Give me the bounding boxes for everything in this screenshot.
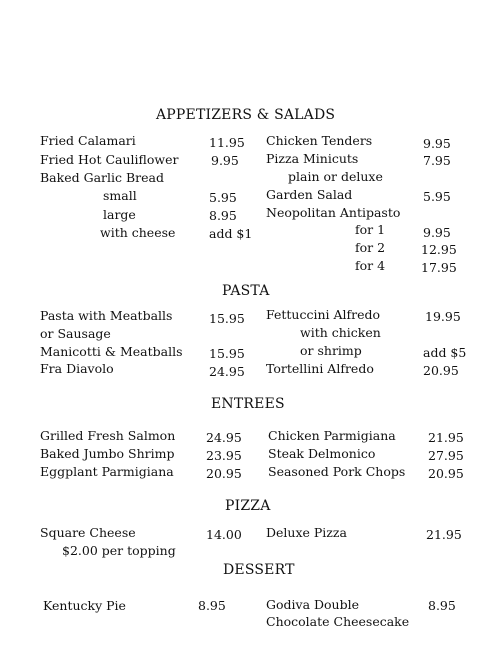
- menu-item-name: Baked Jumbo Shrimp: [40, 446, 175, 461]
- menu-item-variant: with cheese: [100, 225, 176, 240]
- menu-item-name: Steak Delmonico: [268, 446, 376, 461]
- menu-item-variant: or shrimp: [300, 343, 362, 358]
- menu-item-price: add $5: [423, 345, 467, 360]
- menu-item-price: 20.95: [206, 466, 242, 481]
- menu-item-price: 20.95: [423, 363, 459, 378]
- menu-item-price: 9.95: [211, 153, 239, 168]
- menu-item-variant: with chicken: [300, 325, 381, 340]
- menu-item-price: 24.95: [206, 430, 242, 445]
- menu-item-name: Deluxe Pizza: [266, 525, 347, 540]
- menu-item-price: 21.95: [428, 430, 464, 445]
- menu-item-name: Fried Hot Cauliflower: [40, 152, 179, 167]
- menu-item-name: Chicken Tenders: [266, 133, 373, 148]
- menu-item-variant: for 1: [355, 222, 386, 237]
- menu-item-variant: for 2: [355, 240, 386, 255]
- section-heading-pizza: PIZZA: [225, 498, 271, 514]
- menu-item-price: 21.95: [426, 527, 462, 542]
- menu-item-name: or Sausage: [40, 326, 111, 341]
- menu-item-price: 15.95: [209, 311, 245, 326]
- menu-item-price: 20.95: [428, 466, 464, 481]
- menu-item-name: Tortellini Alfredo: [266, 361, 374, 376]
- menu-item-price: 5.95: [209, 190, 237, 205]
- menu-item-variant: for 4: [355, 258, 386, 273]
- menu-item-price: 5.95: [423, 189, 451, 204]
- menu-item-name: Fettuccini Alfredo: [266, 307, 381, 322]
- menu-item-price: 8.95: [428, 598, 456, 613]
- section-heading-entrees: ENTREES: [211, 396, 285, 412]
- menu-item-price: 27.95: [428, 448, 464, 463]
- menu-item-price: 19.95: [425, 309, 461, 324]
- menu-item-name: Kentucky Pie: [43, 598, 126, 613]
- section-heading-dessert: DESSERT: [223, 562, 295, 578]
- menu-item-variant: small: [103, 188, 137, 203]
- menu-item-variant: plain or deluxe: [288, 169, 383, 184]
- menu-item-price: 12.95: [421, 242, 457, 257]
- menu-item-price: 7.95: [423, 153, 451, 168]
- menu-item-variant: $2.00 per topping: [62, 543, 176, 558]
- menu-item-name: Garden Salad: [266, 187, 353, 202]
- menu-item-price: 9.95: [423, 136, 451, 151]
- menu-item-price: 23.95: [206, 448, 242, 463]
- section-heading-pasta: PASTA: [222, 283, 270, 299]
- menu-item-name: Fried Calamari: [40, 133, 136, 148]
- menu-item-price: 15.95: [209, 346, 245, 361]
- menu-item-name: Pizza Minicuts: [266, 151, 359, 166]
- menu-item-name: Square Cheese: [40, 525, 136, 540]
- menu-item-name: Seasoned Pork Chops: [268, 464, 406, 479]
- menu-item-name: Eggplant Parmigiana: [40, 464, 174, 479]
- menu-item-name: Grilled Fresh Salmon: [40, 428, 176, 443]
- menu-item-name: Fra Diavolo: [40, 361, 114, 376]
- section-heading-appetizers: APPETIZERS & SALADS: [156, 107, 336, 123]
- menu-item-name: Baked Garlic Bread: [40, 170, 164, 185]
- menu-item-name: Chocolate Cheesecake: [266, 614, 410, 629]
- menu-item-price: 14.00: [206, 527, 242, 542]
- menu-item-price: 17.95: [421, 260, 457, 275]
- menu-item-name: Godiva Double: [266, 597, 359, 612]
- menu-item-variant: large: [103, 207, 136, 222]
- menu-item-price: 8.95: [209, 208, 237, 223]
- menu-item-name: Neopolitan Antipasto: [266, 205, 401, 220]
- menu-item-price: 24.95: [209, 364, 245, 379]
- menu-item-name: Pasta with Meatballs: [40, 308, 173, 323]
- menu-item-price: 9.95: [423, 225, 451, 240]
- menu-item-price: 11.95: [209, 135, 245, 150]
- menu-item-price: add $1: [209, 226, 253, 241]
- menu-item-name: Manicotti & Meatballs: [40, 344, 183, 359]
- menu-item-name: Chicken Parmigiana: [268, 428, 396, 443]
- menu-item-price: 8.95: [198, 598, 226, 613]
